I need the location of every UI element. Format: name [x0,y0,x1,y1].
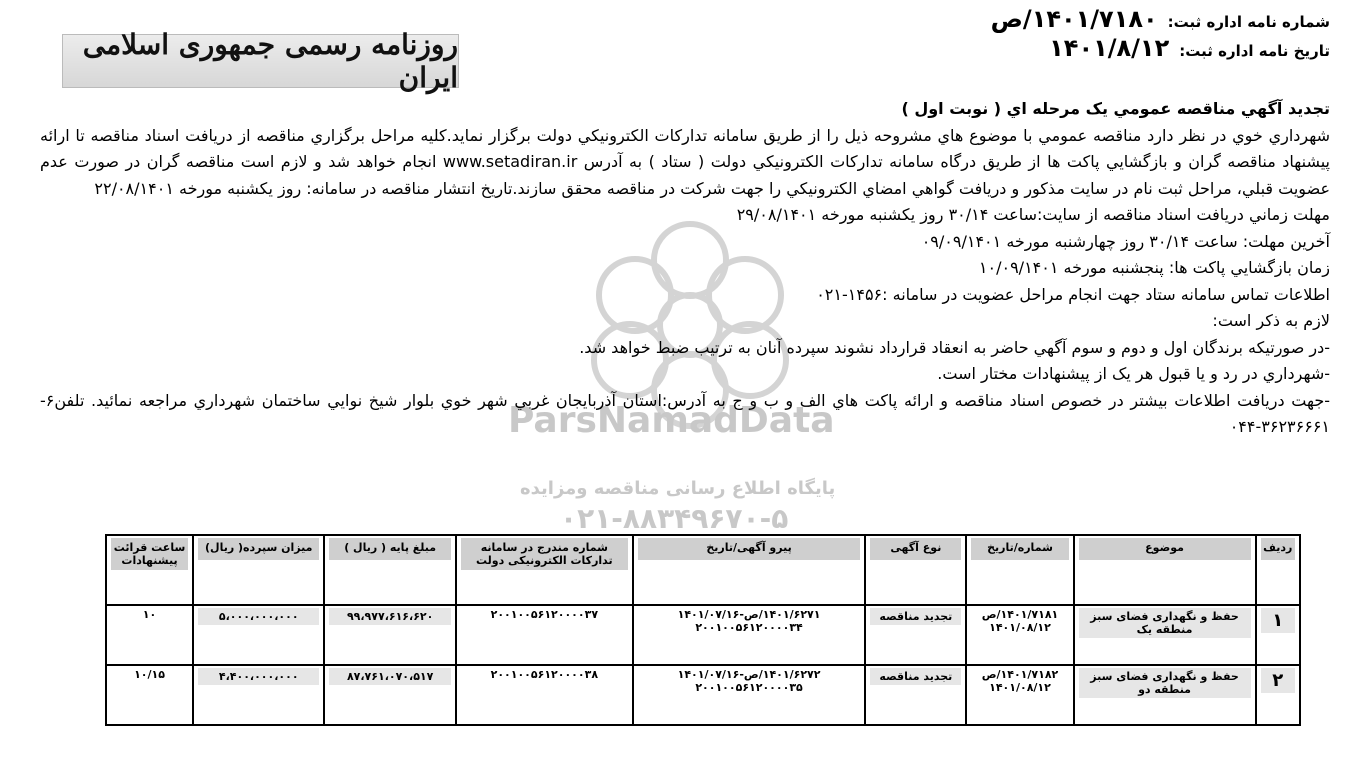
header-follow-up: پیرو آگهی/تاریخ [633,535,866,605]
tender-table [105,534,1301,726]
row-type: تجدید مناقصه [865,605,966,665]
registration-number-label: شماره نامه اداره ثبت: [1167,13,1330,31]
row-type: تجدید مناقصه [865,665,966,725]
header-setad-number: شماره مندرج در سامانه تدارکات الکترونیکی دولت [456,535,633,605]
watermark-brand: ParsNamadData [508,400,835,441]
watermark-phone: ۰۲۱-۸۸۳۴۹۶۷۰-۵ [560,502,789,535]
notice-body [40,96,1330,441]
row-number: ۱ [1256,605,1300,665]
row-number: ۲ [1256,665,1300,725]
header-notice-type: نوع آگهی [865,535,966,605]
row-subject: حفظ و نگهداری فضای سبز منطقه دو [1074,665,1256,725]
newspaper-masthead: روزنامه رسمی جمهوری اسلامی ایران [62,34,459,88]
row-base-amount: ۹۹،۹۷۷،۶۱۶،۶۲۰ [324,605,455,665]
row-follow-up: ۱۴۰۱/۶۲۷۲/ص-۱۴۰۱/۰۷/۱۶ ۲۰۰۱۰۰۵۶۱۲۰۰۰۰۳۵ [633,665,866,725]
registration-number-line [991,6,1330,35]
notice-title: تجديد آگهي مناقصه عمومي يک مرحله اي ( نوبت اول ) [901,99,1330,118]
registration-block [991,6,1330,64]
header-number-date: شماره/تاریخ [966,535,1073,605]
notice-line-address: -جهت دريافت اطلاعات بيشتر در خصوص اسناد مناقصه و ارائه پاكت هاي الف و ب و ج به آدرس:استان آذربايجان غربي شهر خوي بلوار شيخ نوايي ساختمان شهرداري مراجعه نمائيد. تلفن۶- ۳۶۲۳۶۶۶۱-۰۴۴ [40,390,1330,436]
row-deposit: ۵،۰۰۰،۰۰۰،۰۰۰ [193,605,324,665]
header-row-number: ردیف [1256,535,1300,605]
notice-line-final-deadline: آخرين مهلت: ساعت ۳۰/۱۴ روز چهارشنبه مورخه ۰۹/۰۹/۱۴۰۱ [921,231,1330,251]
row-time: ۱۰ [106,605,193,665]
header-deposit: میزان سپرده( ریال) [193,535,324,605]
notice-line-winners: -در صورتيكه برندگان اول و دوم و سوم آگهي حاضر به انعقاد قرارداد نشوند سپرده آنان به ترتيب ضبط خواهد شد. [579,337,1330,357]
row-subject: حفظ و نگهداری فضای سبز منطقه یک [1074,605,1256,665]
row-time: ۱۰/۱۵ [106,665,193,725]
row-setad-number: ۲۰۰۱۰۰۵۶۱۲۰۰۰۰۳۷ [456,605,633,665]
header-subject: موضوع [1074,535,1256,605]
table-row [106,605,1300,665]
row-follow-up: ۱۴۰۱/۶۲۷۱/ص-۱۴۰۱/۰۷/۱۶ ۲۰۰۱۰۰۵۶۱۲۰۰۰۰۳۴ [633,605,866,665]
row-base-amount: ۸۷،۷۶۱،۰۷۰،۵۱۷ [324,665,455,725]
notice-line-document-deadline: مهلت زماني دريافت اسناد مناقصه از سايت:ساعت ۳۰/۱۴ روز يكشنبه مورخه ۲۹/۰۸/۱۴۰۱ [736,205,1330,224]
row-number-date: ۱۴۰۱/۷۱۸۲/ص ۱۴۰۱/۰۸/۱۲ [966,665,1073,725]
table-row [106,665,1300,725]
registration-date-value: ۱۴۰۱/۸/۱۲ [1049,34,1170,62]
header-base-amount: مبلغ پایه ( ریال ) [324,535,455,605]
row-setad-number: ۲۰۰۱۰۰۵۶۱۲۰۰۰۰۳۸ [456,665,633,725]
watermark-line: پایگاه اطلاع رسانی مناقصه ومزایده [520,478,836,499]
notice-line-contact: اطلاعات تماس سامانه ستاد جهت انجام مراحل عضويت در سامانه :۱۴۵۶-۰۲۱ [816,284,1330,304]
header-reading-time: ساعت قرائت پیشنهادات [106,535,193,605]
notice-paragraph: شهرداري خوي در نظر دارد مناقصه عمومي با موضوع هاي مشروحه ذيل را از طريق سامانه تداركات الكترونيكي دولت برگزار نمايد.كليه مراحل برگزاري مناقصه از دريافت اسناد مناقصه تا ارائه پيشنهاد مناقصه گران و بازگشايي پاكت ها از طريق درگاه سامانه تداركات الكترونيكي دولت ( ستاد ) به آدرس www.setadiran.ir انجام خواهد شد و لازم است مناقصه گران در صورت عدم عضويت قبلي، مراحل ثبت نام در سايت مذكور و دريافت گواهي امضاي الكترونيكي را جهت شركت در مناقصه محقق سازند.تاريخ انتشار مناقصه در سامانه: روز يكشنبه مورخه ۲۲/۰۸/۱۴۰۱ [40,125,1331,198]
registration-date-label: تاریخ نامه اداره ثبت: [1179,42,1330,60]
row-deposit: ۴،۴۰۰،۰۰۰،۰۰۰ [193,665,324,725]
notice-line-note: لازم به ذكر است: [1212,311,1330,330]
registration-number-value: ۱۴۰۱/۷۱۸۰/ص [990,5,1158,33]
notice-line-municipality: -شهرداري در رد و يا قبول هر يک از پيشنهادات مختار است. [937,364,1330,383]
notice-line-opening: زمان بازگشايي پاكت ها: پنجشنبه مورخه ۱۰/۰۹/۱۴۰۱ [978,258,1330,277]
table-header-row [106,535,1300,605]
row-number-date: ۱۴۰۱/۷۱۸۱/ص ۱۴۰۱/۰۸/۱۲ [966,605,1073,665]
registration-date-line [991,35,1330,64]
